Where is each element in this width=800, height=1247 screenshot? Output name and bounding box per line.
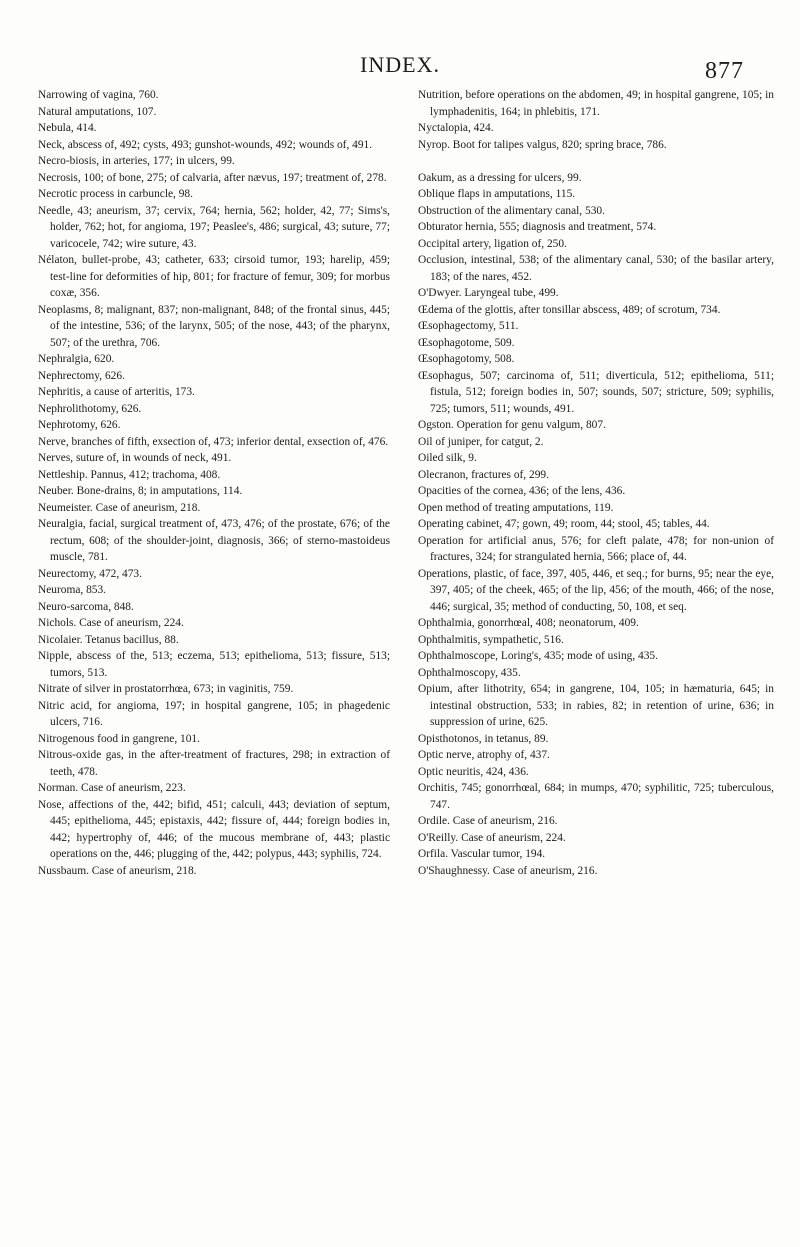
index-entry: Neck, abscess of, 492; cysts, 493; gunshot-wounds, 492; wounds of, 491. <box>38 138 373 151</box>
index-entry: Oakum, as a dressing for ulcers, 99. <box>418 171 582 184</box>
index-entry: Necro-biosis, in arteries, 177; in ulcers, 99. <box>38 155 235 167</box>
index-entry: Oiled silk, 9. <box>418 452 477 464</box>
index-entry: Œsophagotome, 509. <box>418 336 515 349</box>
index-entry: Operating cabinet, 47; gown, 49; room, 44; stool, 45; tables, 44. <box>418 518 710 530</box>
index-entry: Nose, affections of the, 442; bifid, 451; calculi, 443; deviation of septum, 445; epithelioma, 445; epistaxis, 442; fissure of, 444; foreign bodies in, 442; hypertrophy of, 446; of the mucous membrane of, 443; plastic operations on the, 446; plugging of the, 442; polypus, 443; syphilis, 724. <box>38 798 390 860</box>
index-entry: Occlusion, intestinal, 538; of the alimentary canal, 530; of the basilar artery, 183; of the nares, 452. <box>418 254 774 283</box>
right-column-o-entries <box>418 170 774 880</box>
index-entry: Optic neuritis, 424, 436. <box>418 765 529 778</box>
index-entry: Neuro-sarcoma, 848. <box>38 600 134 613</box>
index-entry: Nipple, abscess of the, 513; eczema, 513; epithelioma, 513; fissure, 513; tumors, 513. <box>38 650 390 679</box>
page-title: INDEX. <box>360 52 440 77</box>
index-entry: Ophthalmoscope, Loring's, 435; mode of using, 435. <box>418 650 658 662</box>
index-entry: Nitric acid, for angioma, 197; in hospital gangrene, 105; in phagedenic ulcers, 716. <box>38 699 390 728</box>
index-entry: Nyrop. Boot for talipes valgus, 820; spring brace, 786. <box>418 138 667 151</box>
index-entry: Nephrectomy, 626. <box>38 369 125 382</box>
index-entry: Oblique flaps in amputations, 115. <box>418 188 576 200</box>
index-entry: Needle, 43; aneurism, 37; cervix, 764; hernia, 562; holder, 42, 77; Sims's, holder, 762; hot, for angioma, 197; Peaslee's, 486; surgical, 43; suture, 77; varicocele, 742; wire suture, 43. <box>38 204 390 250</box>
index-entry: Necrotic process in carbuncle, 98. <box>38 188 193 200</box>
index-entry: Orfila. Vascular tumor, 194. <box>418 848 546 860</box>
index-entry: Nephralgia, 620. <box>38 353 115 365</box>
right-column <box>418 87 774 879</box>
index-entry: Olecranon, fractures of, 299. <box>418 468 549 481</box>
index-entry: Œsophagus, 507; carcinoma of, 511; diverticula, 512; epithelioma, 511; fistula, 512; foreign bodies in, 507; sounds, 507; stricture, 509; syphilis, 725; tumors, 511; wounds, 491. <box>418 369 774 415</box>
index-entry: Ophthalmoscopy, 435. <box>418 666 521 679</box>
index-entry: O'Reilly. Case of aneurism, 224. <box>418 831 566 844</box>
index-entry: Norman. Case of aneurism, 223. <box>38 782 186 794</box>
index-entry: Obturator hernia, 555; diagnosis and treatment, 574. <box>418 221 657 233</box>
index-entry: Neurectomy, 472, 473. <box>38 567 142 580</box>
right-column-n-entries <box>418 87 774 153</box>
index-entry: Nyctalopia, 424. <box>418 122 494 134</box>
index-entry: Œdema of the glottis, after tonsillar abscess, 489; of scrotum, 734. <box>418 303 721 316</box>
left-column <box>38 87 390 879</box>
index-entry: Opium, after lithotrity, 654; in gangrene, 104, 105; in hæmaturia, 645; in intestinal obstruction, 533; in rabies, 82; in retention of urine, 636; in suppression of urine, 625. <box>418 683 774 728</box>
index-entry: Ogston. Operation for genu valgum, 807. <box>418 419 606 431</box>
index-entry: Orchitis, 745; gonorrhœal, 684; in mumps, 470; syphilitic, 725; tuberculous, 747. <box>418 782 774 811</box>
index-entry: Nettleship. Pannus, 412; trachoma, 408. <box>38 468 221 481</box>
index-entry: Nephritis, a cause of arteritis, 173. <box>38 386 195 398</box>
index-entry: Ophthalmia, gonorrhœal, 408; neonatorum, 409. <box>418 617 639 629</box>
index-entry: Ophthalmitis, sympathetic, 516. <box>418 633 564 646</box>
index-entry: Natural amputations, 107. <box>38 105 157 118</box>
index-entry: Open method of treating amputations, 119. <box>418 501 614 514</box>
index-entry: Nichols. Case of aneurism, 224. <box>38 617 184 629</box>
index-entry: Nebula, 414. <box>38 122 97 134</box>
index-entry: Nephrolithotomy, 626. <box>38 402 142 415</box>
section-gap <box>418 153 774 170</box>
index-entry: Oil of juniper, for catgut, 2. <box>418 435 544 448</box>
index-entry: Nerves, suture of, in wounds of neck, 491. <box>38 452 232 464</box>
page-number: 877 <box>705 58 744 84</box>
index-entry: Nephrotomy, 626. <box>38 419 121 431</box>
index-entry: Necrosis, 100; of bone, 275; of calvaria, after nævus, 197; treatment of, 278. <box>38 171 387 184</box>
index-entry: O'Dwyer. Laryngeal tube, 499. <box>418 287 559 299</box>
index-entry: Opisthotonos, in tetanus, 89. <box>418 732 549 745</box>
index-entry: Œsophagotomy, 508. <box>418 353 515 365</box>
index-entry: Obstruction of the alimentary canal, 530. <box>418 204 605 217</box>
index-entry: Neoplasms, 8; malignant, 837; non-malignant, 848; of the frontal sinus, 445; of the intestine, 536; of the larynx, 505; of the nose, 443; of the pharynx, 507; of the urethra, 706. <box>38 303 390 349</box>
index-entry: Nicolaier. Tetanus bacillus, 88. <box>38 633 179 646</box>
index-entry: Occipital artery, ligation of, 250. <box>418 237 567 250</box>
index-entry: Optic nerve, atrophy of, 437. <box>418 749 550 761</box>
index-entry: Neuber. Bone-drains, 8; in amputations, 114. <box>38 485 243 497</box>
index-entry: Nélaton, bullet-probe, 43; catheter, 633; cirsoid tumor, 193; harelip, 459; test-line for deformities of hip, 801; for fracture of femur, 309; for morbus coxæ, 356. <box>38 254 390 299</box>
index-entry: Nerve, branches of fifth, exsection of, 473; inferior dental, exsection of, 476. <box>38 435 389 448</box>
index-entry: Opacities of the cornea, 436; of the lens, 436. <box>418 485 626 497</box>
index-entry: Nitrate of silver in prostatorrhœa, 673; in vaginitis, 759. <box>38 683 294 695</box>
index-entry: Operations, plastic, of face, 397, 405, 446, et seq.; for burns, 95; near the eye, 397, 405; of the cheek, 465; of the lip, 456; of the mouth, 466; of the nose, 446; surgical, 35; method of conducting, 50, 108, et seq. <box>418 567 774 613</box>
index-entry: Nitrous-oxide gas, in the after-treatment of fractures, 298; in extraction of teeth, 478. <box>38 749 390 778</box>
index-entry: Neuroma, 853. <box>38 584 107 596</box>
index-entry: Nussbaum. Case of aneurism, 218. <box>38 864 197 877</box>
index-entry: Nitrogenous food in gangrene, 101. <box>38 732 200 745</box>
index-entry: Œsophagectomy, 511. <box>418 320 519 332</box>
index-entry: Neumeister. Case of aneurism, 218. <box>38 501 201 514</box>
index-entry: Narrowing of vagina, 760. <box>38 89 159 101</box>
index-entry: O'Shaughnessy. Case of aneurism, 216. <box>418 864 598 877</box>
index-entry: Operation for artificial anus, 576; for cleft palate, 478; for non-union of fractures, 324; for strangulated hernia, 566; place of, 44. <box>418 534 774 563</box>
index-entry: Ordile. Case of aneurism, 216. <box>418 815 558 827</box>
index-entry: Neuralgia, facial, surgical treatment of, 473, 476; of the prostate, 676; of the rectum, 608; of the shoulder-joint, diagnosis, 366; of sterno-mastoideus muscle, 781. <box>38 518 390 563</box>
index-entry: Nutrition, before operations on the abdomen, 49; in hospital gangrene, 105; in lymphadenitis, 164; in phlebitis, 171. <box>418 89 774 118</box>
